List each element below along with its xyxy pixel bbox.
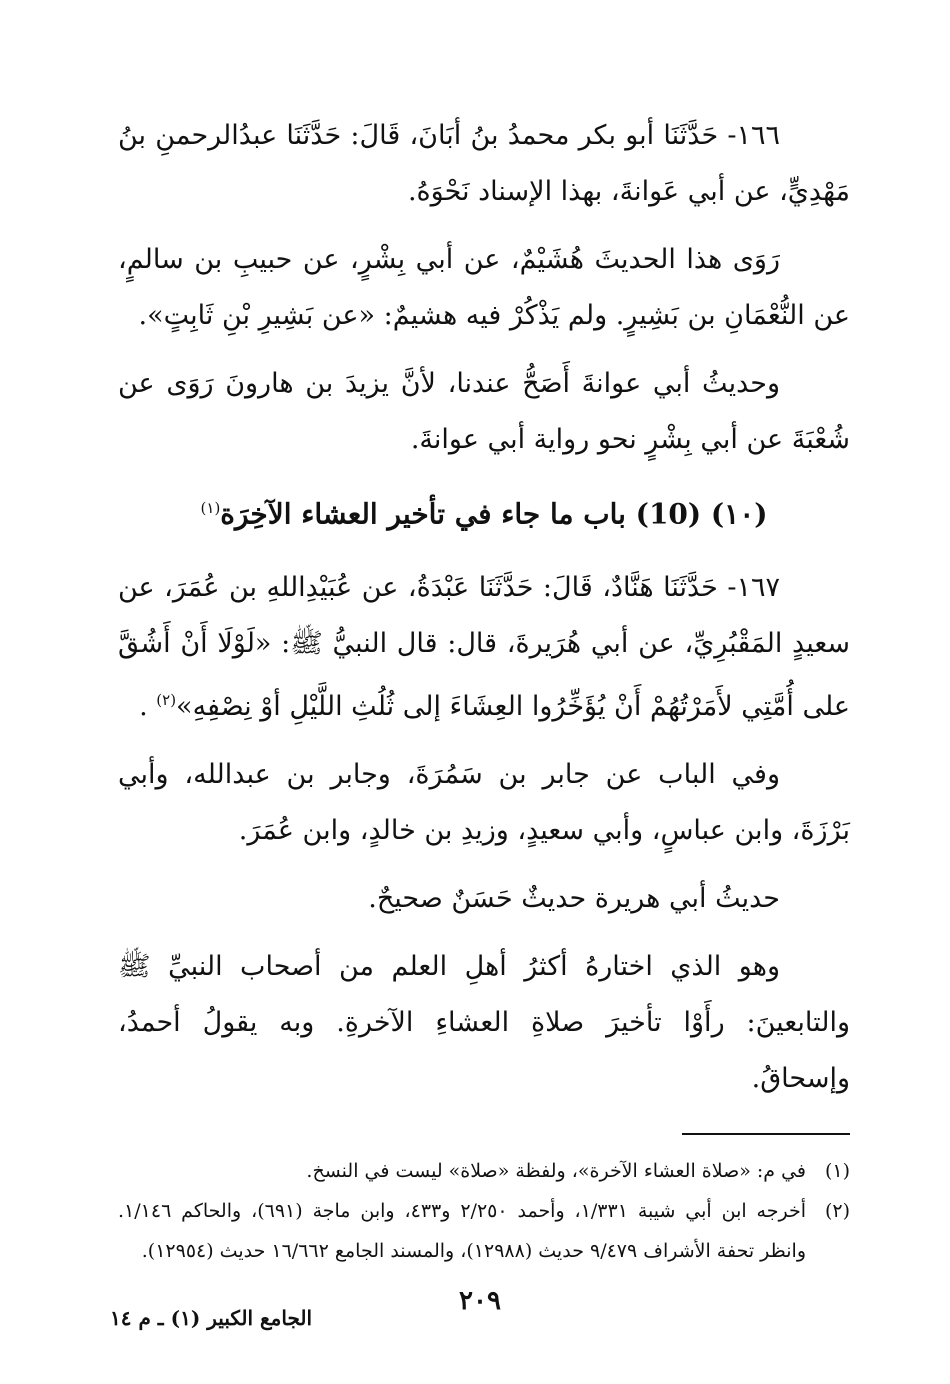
- chapter-footnote-ref: (١): [200, 499, 221, 517]
- grading-paragraph: حديثُ أبي هريرة حديثٌ حَسَنٌ صحيحٌ.: [368, 883, 780, 915]
- hadith-167-text: ١٦٧- حَدَّثَنَا هَنَّادٌ، قَالَ: حَدَّثَنَا عَبْدَةُ، عن عُبَيْدِاللهِ بن عُمَرَ، عن سعيدٍ المَقْبُرِيِّ، عن أبي هُرَيرةَ، قال: قال النبيُّ ﷺ: «لَوْلَا أَنْ أَشُقَّ على أُمَّتِي لأَمَرْتُهُمْ أَنْ يُؤَخِّرُوا العِشَاءَ إلى ثُلُثِ اللَّيْلِ أوْ نِصْفِهِ»: [118, 572, 850, 723]
- narration-note-paragraph: رَوَى هذا الحديثَ هُشَيْمٌ، عن أبي بِشْرٍ، عن حبيبِ بن سالمٍ، عن النُّعْمَانِ بن بَشِيرٍ. ولم يَذْكُرْ فيه هشيمٌ: «عن بَشِيرِ بْنِ ثَابِتٍ».: [118, 244, 850, 331]
- page-number: ٢٠٩: [459, 1286, 501, 1316]
- comparison-paragraph: وحديثُ أبي عوانةَ أَصَحُّ عندنا، لأنَّ يزيدَ بن هارونَ رَوَى عن شُعْبَةَ عن أبي بِشْرٍ نحو رواية أبي عوانةَ.: [118, 368, 850, 455]
- footnotes: [118, 1151, 850, 1271]
- hadith-167-paragraph: [118, 560, 850, 735]
- hadith-167-footnote-ref: (٢): [156, 691, 177, 710]
- footnote-divider: [682, 1133, 850, 1135]
- book-signature: الجامع الكبير (١) ـ م ١٤: [110, 1306, 313, 1330]
- hadith-167-end: .: [139, 691, 157, 723]
- footnote-1: [118, 1151, 850, 1191]
- footnote-2-number: (٢): [824, 1200, 850, 1223]
- chapter-heading: [118, 480, 850, 542]
- chapter-references-paragraph: وفي الباب عن جابر بن سَمُرَةَ، وجابر بن عبدالله، وأبي بَرْزَةَ، وابن عباسٍ، وأبي سعيدٍ، وزيدِ بن خالدٍ، وابن عُمَرَ.: [118, 759, 850, 847]
- footnote-1-text: في م: «صلاة العشاء الآخرة»، ولفظة «صلاة» ليست في النسخ.: [306, 1160, 806, 1183]
- page-body: [118, 108, 850, 1271]
- hadith-166-paragraph: ١٦٦- حَدَّثَنَا أبو بكر محمدُ بنُ أبَانَ، قَالَ: حَدَّثَنَا عبدُالرحمنِ بنُ مَهْدِيٍّ، عن أبي عَوانةَ، بهذا الإسناد نَحْوَهُ.: [118, 120, 850, 207]
- footnote-2: [118, 1191, 850, 1271]
- chapter-heading-text: (١٠) (10) باب ما جاء في تأخير العشاء الآخِرَة: [220, 497, 768, 531]
- footnote-1-number: (١): [824, 1160, 850, 1183]
- footnote-2-text: أخرجه ابن أبي شيبة ١/٣٣١، وأحمد ٢/٢٥٠ و٤٣٣، وابن ماجة (٦٩١)، والحاكم ١/١٤٦. وانظر تحفة الأشراف ٩/٤٧٩ حديث (١٢٩٨٨)، والمسند الجامع ١٦/٦٦٢ حديث (١٢٩٥٤).: [118, 1200, 806, 1263]
- scholars-opinion-paragraph: وهو الذي اختارهُ أكثرُ أهلِ العلم من أصحاب النبيِّ ﷺ والتابعينَ: رأَوْا تأخيرَ صلاةِ العشاءِ الآخرةِ. وبه يقولُ أحمدُ، وإسحاقُ.: [118, 951, 850, 1095]
